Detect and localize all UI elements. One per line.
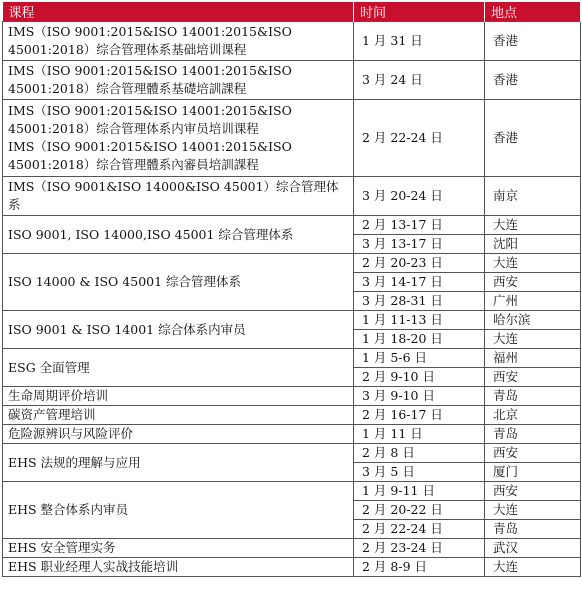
time-cell: 3 月 14-17 日 [354, 273, 485, 292]
time-cell: 2 月 20-23 日 [354, 254, 485, 273]
place-cell: 大连 [485, 501, 581, 520]
time-cell: 2 月 16-17 日 [354, 406, 485, 425]
table-header-row [3, 2, 581, 22]
time-cell: 3 月 20-24 日 [354, 177, 485, 216]
place-cell: 南京 [485, 177, 581, 216]
table-row [3, 177, 581, 216]
place-cell: 青岛 [485, 387, 581, 406]
time-cell: 2 月 20-22 日 [354, 501, 485, 520]
place-cell: 厦门 [485, 463, 581, 482]
time-cell: 2 月 13-17 日 [354, 216, 485, 235]
table-row [3, 558, 581, 577]
table-row [3, 311, 581, 330]
time-cell: 1 月 11-13 日 [354, 311, 485, 330]
place-cell: 香港 [485, 100, 581, 177]
table-row [3, 216, 581, 235]
course-cell: ISO 9001, ISO 14000,ISO 45001 综合管理体系 [3, 216, 354, 254]
table-row [3, 425, 581, 444]
place-cell: 北京 [485, 406, 581, 425]
course-cell: EHS 安全管理实务 [3, 539, 354, 558]
course-cell: 危险源辨识与风险评价 [3, 425, 354, 444]
time-cell: 2 月 23-24 日 [354, 539, 485, 558]
course-cell: EHS 整合体系内审员 [3, 482, 354, 539]
course-schedule-table [2, 2, 581, 577]
time-cell: 1 月 18-20 日 [354, 330, 485, 349]
time-cell: 3 月 13-17 日 [354, 235, 485, 254]
time-cell: 2 月 8 日 [354, 444, 485, 463]
place-cell: 大连 [485, 330, 581, 349]
table-row [3, 482, 581, 501]
time-cell: 3 月 28-31 日 [354, 292, 485, 311]
place-cell: 西安 [485, 482, 581, 501]
time-cell: 1 月 31 日 [354, 22, 485, 61]
place-cell: 广州 [485, 292, 581, 311]
place-cell: 香港 [485, 61, 581, 100]
place-cell: 大连 [485, 558, 581, 577]
place-cell: 大连 [485, 216, 581, 235]
course-cell: EHS 法规的理解与应用 [3, 444, 354, 482]
place-cell: 香港 [485, 22, 581, 61]
place-cell: 哈尔滨 [485, 311, 581, 330]
course-cell: ISO 14000 & ISO 45001 综合管理体系 [3, 254, 354, 311]
place-cell: 西安 [485, 368, 581, 387]
time-cell: 1 月 11 日 [354, 425, 485, 444]
table-row [3, 100, 581, 177]
table-row [3, 444, 581, 463]
table-row [3, 22, 581, 61]
table-row [3, 539, 581, 558]
course-cell: ESG 全面管理 [3, 349, 354, 387]
header-time: 时间 [354, 2, 485, 22]
table-row [3, 406, 581, 425]
table-row [3, 254, 581, 273]
course-cell: ISO 9001 & ISO 14001 综合体系内审员 [3, 311, 354, 349]
course-cell: 碳资产管理培训 [3, 406, 354, 425]
place-cell: 大连 [485, 254, 581, 273]
place-cell: 青岛 [485, 425, 581, 444]
course-cell: IMS（ISO 9001:2015&ISO 14001:2015&ISO 45001:2018）综合管理体系内审员培训课程 IMS（ISO 9001:2015&ISO 14001:2015&ISO 45001:2018）综合管理體系內審員培訓課程 [3, 100, 354, 177]
time-cell: 3 月 5 日 [354, 463, 485, 482]
header-course: 课程 [3, 2, 354, 22]
table-row [3, 387, 581, 406]
time-cell: 3 月 24 日 [354, 61, 485, 100]
course-cell: IMS（ISO 9001:2015&ISO 14001:2015&ISO 45001:2018）综合管理體系基礎培訓課程 [3, 61, 354, 100]
course-cell: IMS（ISO 9001:2015&ISO 14001:2015&ISO 45001:2018）综合管理体系基础培训课程 [3, 22, 354, 61]
time-cell: 3 月 9-10 日 [354, 387, 485, 406]
time-cell: 2 月 8-9 日 [354, 558, 485, 577]
place-cell: 武汉 [485, 539, 581, 558]
place-cell: 福州 [485, 349, 581, 368]
place-cell: 青岛 [485, 520, 581, 539]
place-cell: 西安 [485, 273, 581, 292]
table-row [3, 61, 581, 100]
table-row [3, 349, 581, 368]
course-cell: EHS 职业经理人实战技能培训 [3, 558, 354, 577]
place-cell: 西安 [485, 444, 581, 463]
time-cell: 2 月 22-24 日 [354, 100, 485, 177]
place-cell: 沈阳 [485, 235, 581, 254]
time-cell: 1 月 9-11 日 [354, 482, 485, 501]
header-place: 地点 [485, 2, 581, 22]
time-cell: 1 月 5-6 日 [354, 349, 485, 368]
course-cell: IMS（ISO 9001&ISO 14000&ISO 45001）综合管理体系 [3, 177, 354, 216]
course-cell: 生命周期评价培训 [3, 387, 354, 406]
time-cell: 2 月 22-24 日 [354, 520, 485, 539]
time-cell: 2 月 9-10 日 [354, 368, 485, 387]
